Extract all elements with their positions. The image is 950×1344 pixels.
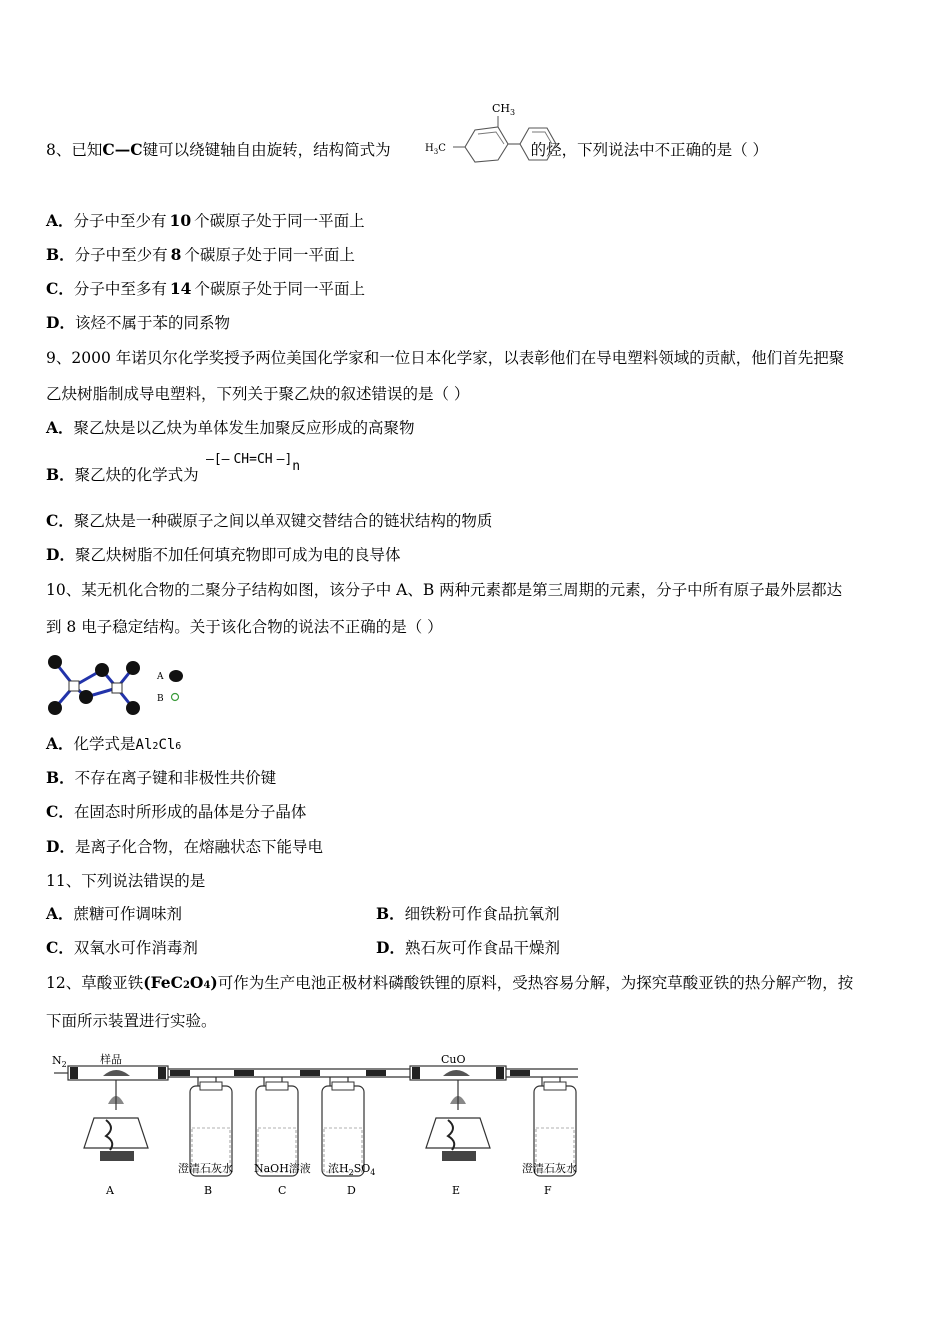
label-e: E xyxy=(452,1184,461,1197)
q10-stem-line2: 到 8 电子稳定结构。关于该化合物的说法不正确的是（ ） xyxy=(46,618,443,636)
legend-a-atom xyxy=(169,670,183,682)
legend-a-label: A xyxy=(157,672,164,682)
benzene-ring-right xyxy=(520,128,556,160)
q12-stem-line1: 12、草酸亚铁(FeC2O4)可作为生产电池正极材料磷酸铁锂的原料，受热容易分解，为探究草酸亚铁的热分解产物，按 xyxy=(46,973,854,992)
n2-label: $N_2$ xyxy=(52,1054,67,1069)
q10-dimer-structure xyxy=(42,650,192,725)
q8-number: 8、 xyxy=(46,141,72,159)
atom-a xyxy=(126,661,140,675)
q9-option-c: C．聚乙炔是一种碳原子之间以单双键交替结合的链状结构的物质 xyxy=(46,511,493,530)
label-d: D xyxy=(347,1184,356,1197)
q10-option-b: B．不存在离子键和非极性共价键 xyxy=(46,768,277,787)
q12-apparatus-diagram xyxy=(48,1048,593,1203)
q9-stem-line1: 9、2000 年诺贝尔化学奖授予两位美国化学家和一位日本化学家，以表彰他们在导电塑料领域的贡献，他们首先把聚 xyxy=(46,349,845,367)
burner-base-e xyxy=(442,1151,476,1161)
q10-stem-line1: 10、某无机化合物的二聚分子结构如图，该分子中 A、B 两种元素都是第三周期的元素，分子中所有原子最外层都达 xyxy=(46,581,843,599)
atom-a xyxy=(48,701,62,715)
atom-b xyxy=(112,683,122,693)
atom-b xyxy=(69,681,79,691)
q11-option-b: B．细铁粉可作食品抗氧剂 xyxy=(376,904,560,923)
reagent-f-label: 澄清石灰水 xyxy=(522,1162,577,1175)
q11-option-c: C．双氧水可作消毒剂 xyxy=(46,938,198,957)
q8-option-c: C．分子中至多有 14 个碳原子处于同一平面上 xyxy=(46,279,365,298)
q11-option-a: A．蔗糖可作调味剂 xyxy=(46,904,183,923)
polyacetylene-formula: —[— CH=CH —]n xyxy=(206,452,301,474)
q8-structure-diagram xyxy=(420,96,560,168)
q11-stem: 11、下列说法错误的是 xyxy=(46,872,206,890)
q10-option-c: C．在固态时所形成的晶体是分子晶体 xyxy=(46,802,307,821)
atom-a xyxy=(48,655,62,669)
q8-option-b: B．分子中至少有 8 个碳原子处于同一平面上 xyxy=(46,245,355,264)
label-c: C xyxy=(278,1184,287,1197)
q9-option-b: B．聚乙炔的化学式为 xyxy=(46,465,199,484)
reagent-d-label: 浓$H_2SO_4$ xyxy=(328,1162,376,1177)
q11-option-d: D．熟石灰可作食品干燥剂 xyxy=(376,938,560,957)
legend-b-label: B xyxy=(157,694,164,704)
sample-label: 样品 xyxy=(100,1053,122,1066)
q9-option-d: D．聚乙炔树脂不加任何填充物即可成为电的良导体 xyxy=(46,545,401,564)
reagent-c-label: NaOH溶液 xyxy=(254,1162,311,1175)
label-f: F xyxy=(544,1184,552,1197)
q9-stem-line2: 乙炔树脂制成导电塑料，下列关于聚乙炔的叙述错误的是（ ） xyxy=(46,385,470,403)
label-b: B xyxy=(204,1184,213,1197)
burner-e xyxy=(426,1118,490,1148)
q12-stem-line2: 下面所示装置进行实验。 xyxy=(46,1012,217,1030)
methyl-top-label: $CH_3$ xyxy=(492,102,516,117)
q8-stem: 8、已知C—C键可以绕键轴自由旋转，结构简式为 的烃，下列说法中不正确的是（ ） xyxy=(46,140,769,159)
q8-option-d: D．该烃不属于苯的同系物 xyxy=(46,313,230,332)
cuo-label: CuO xyxy=(441,1053,466,1066)
atom-a xyxy=(95,663,109,677)
atom-a xyxy=(79,690,93,704)
methyl-left-label: $H_3C$ xyxy=(425,143,446,156)
burner-base-a xyxy=(100,1151,134,1161)
label-a: A xyxy=(106,1184,114,1197)
benzene-ring-left xyxy=(465,127,508,162)
reagent-b-label: 澄清石灰水 xyxy=(178,1162,233,1175)
q10-option-d: D．是离子化合物，在熔融状态下能导电 xyxy=(46,837,323,856)
q10-option-a: A．化学式是Al2Cl6 xyxy=(46,734,182,753)
legend-b-atom xyxy=(172,694,179,701)
q8-option-a: A．分子中至少有 10 个碳原子处于同一平面上 xyxy=(46,211,365,230)
atom-a xyxy=(126,701,140,715)
q9-option-a: A．聚乙炔是以乙炔为单体发生加聚反应形成的高聚物 xyxy=(46,418,415,437)
burner-a xyxy=(84,1118,148,1148)
